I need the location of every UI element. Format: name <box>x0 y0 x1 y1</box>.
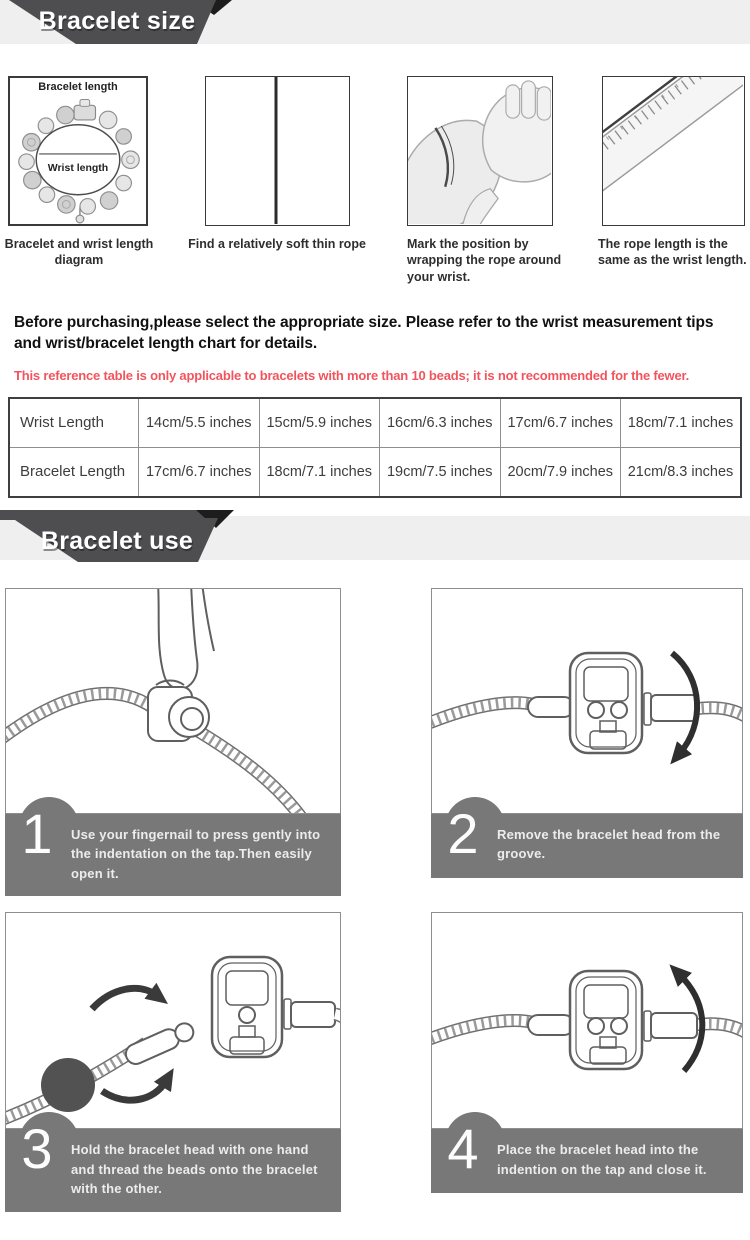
table-row-bracelet <box>9 447 741 497</box>
table-cell: 15cm/5.9 inches <box>259 398 380 448</box>
banner-title: Bracelet use <box>40 526 194 555</box>
step-caption: The rope length is the same as the wrist length. <box>598 237 747 268</box>
bracelet-use-banner <box>0 510 750 568</box>
table-row-wrist <box>9 398 741 448</box>
table-cell: 19cm/7.5 inches <box>380 447 501 497</box>
step-text: Use your fingernail to press gently into the indentation on the tap.Then easily open it. <box>71 826 321 881</box>
row-label: Wrist Length <box>9 398 139 448</box>
ruler-illustration <box>603 77 743 224</box>
size-table-wrap <box>8 397 742 498</box>
step-text: Remove the bracelet head from the groove. <box>497 826 721 862</box>
wrist-measurement-section <box>0 76 750 298</box>
table-cell: 17cm/6.7 inches <box>139 447 260 497</box>
step-number: 3 <box>21 1117 53 1181</box>
step-text: Hold the bracelet head with one hand and thread the beads onto the bracelet with the other. <box>71 1142 318 1197</box>
table-cell: 21cm/8.3 inches <box>621 447 742 497</box>
press-clasp-illustration <box>5 588 341 814</box>
bracelet-use-section <box>0 588 750 1212</box>
close-head-svg <box>432 913 742 1128</box>
bracelet-diagram-illustration <box>10 78 146 224</box>
step-caption: Mark the position by wrapping the rope around your wrist. <box>407 237 562 284</box>
bottom-spacer <box>0 1212 750 1240</box>
use-step-caption-bar <box>431 1117 743 1193</box>
close-head-illustration <box>431 912 743 1129</box>
thin-rope-illustration <box>206 77 348 224</box>
press-clasp-svg <box>6 589 340 813</box>
thread-beads-illustration <box>5 912 341 1129</box>
use-step-caption-bar <box>431 801 743 878</box>
intro-text: Before purchasing,please select the appropriate size. Please refer to the wrist measurement tips and wrist/bracelet length chart for details. <box>14 314 714 353</box>
table-cell: 17cm/6.7 inches <box>500 398 621 448</box>
wrist-length-label: Wrist length <box>47 162 109 174</box>
step-number: 2 <box>447 801 479 865</box>
use-step-panel-2 <box>431 588 743 897</box>
bracelet-size-banner <box>0 0 750 46</box>
use-step-panel-3 <box>5 912 341 1212</box>
step-caption: Find a relatively soft thin rope <box>188 237 366 251</box>
remove-head-svg <box>432 589 742 813</box>
wrist-wrap-box <box>407 76 553 226</box>
table-cell: 18cm/7.1 inches <box>259 447 380 497</box>
table-cell: 18cm/7.1 inches <box>621 398 742 448</box>
rope-box <box>205 76 350 226</box>
size-note-text: This reference table is only applicable to bracelets with more than 10 beads; it is not recommended for the fewer. <box>14 367 690 383</box>
wrap-wrist-illustration <box>408 77 551 224</box>
table-cell: 20cm/7.9 inches <box>500 447 621 497</box>
remove-head-illustration <box>431 588 743 814</box>
size-table <box>8 397 742 498</box>
row-label: Bracelet Length <box>9 447 139 497</box>
bracelet-length-label: Bracelet length <box>38 81 118 93</box>
use-step-panel-4 <box>431 912 743 1212</box>
use-step-caption-bar <box>5 1117 341 1212</box>
bracelet-diagram-box <box>8 76 148 226</box>
thread-beads-svg <box>6 913 340 1128</box>
ruler-box <box>602 76 745 226</box>
step-text: Place the bracelet head into the indention on the tap and close it. <box>497 1142 707 1177</box>
banner-title: Bracelet size <box>38 7 196 35</box>
step-number: 4 <box>447 1117 479 1181</box>
step-caption: Bracelet and wrist length diagram <box>4 237 154 268</box>
use-step-panel-1 <box>5 588 341 897</box>
table-cell: 16cm/6.3 inches <box>380 398 501 448</box>
use-step-caption-bar <box>5 801 341 897</box>
step-number: 1 <box>21 801 53 865</box>
table-cell: 14cm/5.5 inches <box>139 398 260 448</box>
